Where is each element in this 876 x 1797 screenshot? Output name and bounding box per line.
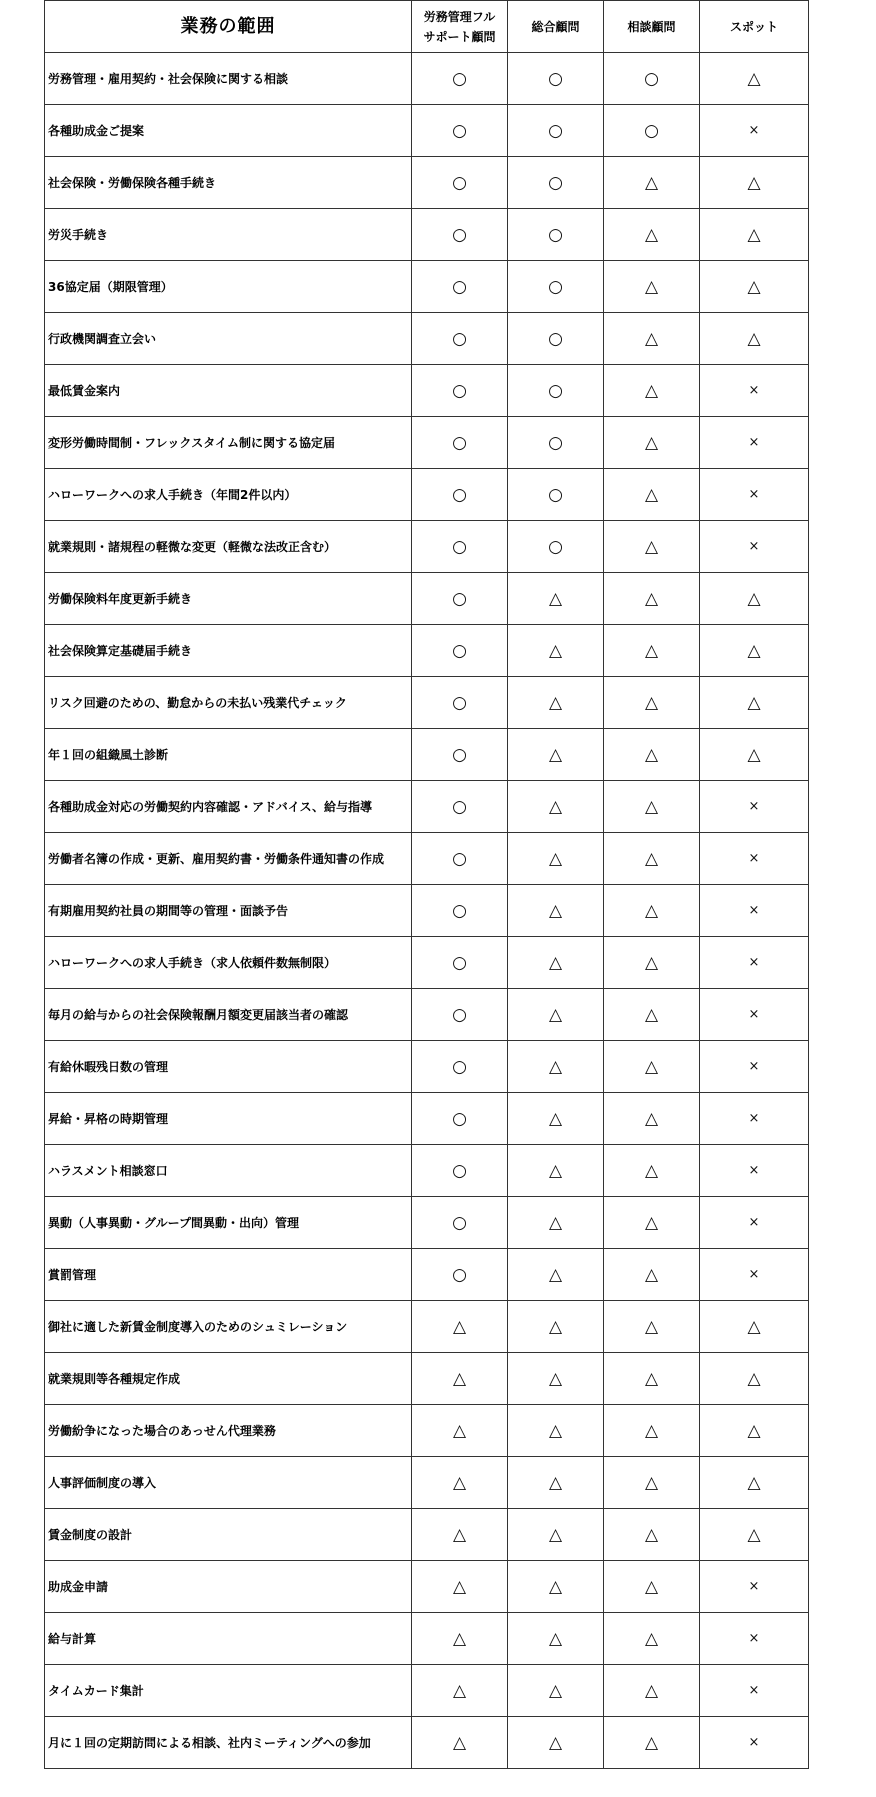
- mark-cell-spot: △: [700, 677, 809, 729]
- mark-cell-full-support: △: [412, 1613, 508, 1665]
- task-cell: 有給休暇残日数の管理: [45, 1041, 412, 1093]
- mark-cell-full-support: △: [412, 1509, 508, 1561]
- mark-cell-consultation: △: [604, 1197, 700, 1249]
- mark-cell-spot: ×: [700, 1145, 809, 1197]
- mark-cell-full-support: ○: [412, 885, 508, 937]
- mark-cell-general: △: [508, 1405, 604, 1457]
- table-row: [45, 885, 809, 937]
- mark-cell-spot: △: [700, 209, 809, 261]
- task-cell: 御社に適した新賃金制度導入のためのシュミレーション: [45, 1301, 412, 1353]
- table-row: [45, 1041, 809, 1093]
- mark-cell-spot: △: [700, 573, 809, 625]
- task-cell: 給与計算: [45, 1613, 412, 1665]
- task-cell: 賞罰管理: [45, 1249, 412, 1301]
- mark-cell-consultation: △: [604, 1301, 700, 1353]
- table-row: [45, 1301, 809, 1353]
- table-row: [45, 1665, 809, 1717]
- mark-cell-spot: △: [700, 1405, 809, 1457]
- table-row: [45, 1405, 809, 1457]
- task-cell: 労働保険料年度更新手続き: [45, 573, 412, 625]
- task-cell: 各種助成金対応の労働契約内容確認・アドバイス、給与指導: [45, 781, 412, 833]
- mark-cell-consultation: △: [604, 677, 700, 729]
- mark-cell-full-support: ○: [412, 521, 508, 573]
- mark-cell-full-support: △: [412, 1665, 508, 1717]
- mark-cell-spot: ×: [700, 885, 809, 937]
- mark-cell-general: △: [508, 1301, 604, 1353]
- mark-cell-full-support: ○: [412, 1093, 508, 1145]
- mark-cell-general: △: [508, 1093, 604, 1145]
- table-header: [45, 1, 809, 53]
- mark-cell-spot: △: [700, 1301, 809, 1353]
- mark-cell-consultation: △: [604, 729, 700, 781]
- task-cell: 社会保険算定基礎届手続き: [45, 625, 412, 677]
- mark-cell-consultation: △: [604, 313, 700, 365]
- task-cell: 労災手続き: [45, 209, 412, 261]
- mark-cell-spot: ×: [700, 1041, 809, 1093]
- task-cell: 年１回の組織風土診断: [45, 729, 412, 781]
- mark-cell-spot: ×: [700, 1093, 809, 1145]
- table-row: [45, 105, 809, 157]
- mark-cell-spot: ×: [700, 833, 809, 885]
- mark-cell-spot: ×: [700, 1249, 809, 1301]
- mark-cell-consultation: ○: [604, 105, 700, 157]
- mark-cell-general: △: [508, 1145, 604, 1197]
- task-cell: 36協定届（期限管理）: [45, 261, 412, 313]
- mark-cell-general: ○: [508, 157, 604, 209]
- mark-cell-consultation: △: [604, 1613, 700, 1665]
- mark-cell-general: △: [508, 1041, 604, 1093]
- table-row: [45, 729, 809, 781]
- mark-cell-spot: △: [700, 261, 809, 313]
- mark-cell-full-support: ○: [412, 989, 508, 1041]
- mark-cell-full-support: ○: [412, 677, 508, 729]
- table-row: [45, 1613, 809, 1665]
- table-body: [45, 53, 809, 1769]
- mark-cell-consultation: △: [604, 417, 700, 469]
- mark-cell-general: △: [508, 1353, 604, 1405]
- mark-cell-full-support: △: [412, 1717, 508, 1769]
- mark-cell-spot: ×: [700, 1717, 809, 1769]
- mark-cell-general: ○: [508, 313, 604, 365]
- table-row: [45, 573, 809, 625]
- mark-cell-full-support: ○: [412, 729, 508, 781]
- mark-cell-full-support: ○: [412, 157, 508, 209]
- mark-cell-general: △: [508, 1197, 604, 1249]
- mark-cell-general: △: [508, 1613, 604, 1665]
- table-row: [45, 1145, 809, 1197]
- table-row: [45, 625, 809, 677]
- mark-cell-full-support: ○: [412, 209, 508, 261]
- mark-cell-spot: △: [700, 1509, 809, 1561]
- mark-cell-full-support: ○: [412, 1145, 508, 1197]
- mark-cell-spot: △: [700, 625, 809, 677]
- mark-cell-full-support: ○: [412, 937, 508, 989]
- task-cell: 労働者名簿の作成・更新、雇用契約書・労働条件通知書の作成: [45, 833, 412, 885]
- mark-cell-spot: ×: [700, 1561, 809, 1613]
- header-plan-full-support: [412, 1, 508, 53]
- mark-cell-full-support: △: [412, 1353, 508, 1405]
- table-row: [45, 937, 809, 989]
- mark-cell-general: △: [508, 573, 604, 625]
- mark-cell-consultation: △: [604, 157, 700, 209]
- table-row: [45, 1093, 809, 1145]
- mark-cell-full-support: ○: [412, 53, 508, 105]
- table-row: [45, 1509, 809, 1561]
- mark-cell-general: △: [508, 1457, 604, 1509]
- mark-cell-full-support: ○: [412, 1041, 508, 1093]
- mark-cell-consultation: △: [604, 989, 700, 1041]
- mark-cell-general: ○: [508, 105, 604, 157]
- table-row: [45, 261, 809, 313]
- mark-cell-spot: △: [700, 313, 809, 365]
- mark-cell-spot: ×: [700, 781, 809, 833]
- mark-cell-general: △: [508, 833, 604, 885]
- task-cell: 労働紛争になった場合のあっせん代理業務: [45, 1405, 412, 1457]
- mark-cell-spot: ×: [700, 1613, 809, 1665]
- mark-cell-spot: △: [700, 1353, 809, 1405]
- mark-cell-general: △: [508, 1717, 604, 1769]
- mark-cell-general: △: [508, 677, 604, 729]
- header-row: [45, 1, 809, 53]
- mark-cell-general: ○: [508, 261, 604, 313]
- mark-cell-general: △: [508, 781, 604, 833]
- table-row: [45, 1717, 809, 1769]
- table-row: [45, 417, 809, 469]
- table-row: [45, 677, 809, 729]
- task-cell: 賃金制度の設計: [45, 1509, 412, 1561]
- mark-cell-consultation: △: [604, 261, 700, 313]
- mark-cell-consultation: △: [604, 625, 700, 677]
- mark-cell-spot: △: [700, 729, 809, 781]
- header-task-scope: 業務の範囲: [45, 1, 412, 53]
- mark-cell-spot: △: [700, 1457, 809, 1509]
- mark-cell-general: ○: [508, 521, 604, 573]
- mark-cell-general: ○: [508, 53, 604, 105]
- mark-cell-general: △: [508, 1561, 604, 1613]
- task-cell: 異動（人事異動・グループ間異動・出向）管理: [45, 1197, 412, 1249]
- table-row: [45, 53, 809, 105]
- task-cell: リスク回避のための、勤怠からの未払い残業代チェック: [45, 677, 412, 729]
- table-row: [45, 1457, 809, 1509]
- mark-cell-spot: ×: [700, 521, 809, 573]
- task-cell: ハローワークへの求人手続き（年間2件以内）: [45, 469, 412, 521]
- mark-cell-full-support: △: [412, 1301, 508, 1353]
- mark-cell-consultation: △: [604, 1145, 700, 1197]
- mark-cell-consultation: △: [604, 885, 700, 937]
- mark-cell-consultation: △: [604, 1457, 700, 1509]
- table-row: [45, 365, 809, 417]
- task-cell: 行政機関調査立会い: [45, 313, 412, 365]
- task-cell: ハローワークへの求人手続き（求人依頼件数無制限）: [45, 937, 412, 989]
- mark-cell-general: △: [508, 625, 604, 677]
- mark-cell-spot: △: [700, 53, 809, 105]
- table-row: [45, 469, 809, 521]
- task-cell: ハラスメント相談窓口: [45, 1145, 412, 1197]
- mark-cell-consultation: △: [604, 1249, 700, 1301]
- task-cell: 労務管理・雇用契約・社会保険に関する相談: [45, 53, 412, 105]
- mark-cell-full-support: ○: [412, 1197, 508, 1249]
- service-scope-table: [44, 0, 809, 1769]
- mark-cell-consultation: △: [604, 1041, 700, 1093]
- mark-cell-spot: ×: [700, 937, 809, 989]
- header-plan-full-support-line-2: サポート顧問: [423, 29, 496, 44]
- mark-cell-spot: ×: [700, 1665, 809, 1717]
- mark-cell-full-support: △: [412, 1457, 508, 1509]
- mark-cell-general: ○: [508, 417, 604, 469]
- task-cell: 就業規則等各種規定作成: [45, 1353, 412, 1405]
- mark-cell-consultation: △: [604, 781, 700, 833]
- mark-cell-consultation: △: [604, 1717, 700, 1769]
- table-row: [45, 989, 809, 1041]
- table-row: [45, 1561, 809, 1613]
- mark-cell-full-support: ○: [412, 261, 508, 313]
- header-plan-general: 総合顧問: [508, 1, 604, 53]
- mark-cell-spot: ×: [700, 1197, 809, 1249]
- mark-cell-full-support: ○: [412, 781, 508, 833]
- mark-cell-spot: ×: [700, 365, 809, 417]
- mark-cell-consultation: △: [604, 1509, 700, 1561]
- task-cell: 最低賃金案内: [45, 365, 412, 417]
- mark-cell-full-support: ○: [412, 573, 508, 625]
- task-cell: 助成金申請: [45, 1561, 412, 1613]
- task-cell: 毎月の給与からの社会保険報酬月額変更届該当者の確認: [45, 989, 412, 1041]
- mark-cell-general: ○: [508, 365, 604, 417]
- mark-cell-consultation: △: [604, 937, 700, 989]
- mark-cell-consultation: △: [604, 573, 700, 625]
- mark-cell-consultation: △: [604, 1665, 700, 1717]
- mark-cell-full-support: ○: [412, 365, 508, 417]
- header-plan-full-support-line-1: 労務管理フル: [423, 9, 496, 24]
- mark-cell-consultation: △: [604, 365, 700, 417]
- header-plan-consultation: 相談顧問: [604, 1, 700, 53]
- mark-cell-general: △: [508, 1249, 604, 1301]
- mark-cell-general: △: [508, 989, 604, 1041]
- mark-cell-consultation: △: [604, 1093, 700, 1145]
- mark-cell-spot: ×: [700, 105, 809, 157]
- mark-cell-spot: △: [700, 157, 809, 209]
- table-row: [45, 313, 809, 365]
- mark-cell-spot: ×: [700, 469, 809, 521]
- mark-cell-consultation: ○: [604, 53, 700, 105]
- table-row: [45, 521, 809, 573]
- mark-cell-full-support: △: [412, 1561, 508, 1613]
- mark-cell-consultation: △: [604, 1405, 700, 1457]
- mark-cell-spot: ×: [700, 417, 809, 469]
- mark-cell-general: △: [508, 885, 604, 937]
- mark-cell-general: △: [508, 937, 604, 989]
- mark-cell-full-support: ○: [412, 105, 508, 157]
- header-plan-spot: スポット: [700, 1, 809, 53]
- mark-cell-full-support: ○: [412, 1249, 508, 1301]
- table-row: [45, 781, 809, 833]
- task-cell: 人事評価制度の導入: [45, 1457, 412, 1509]
- task-cell: 有期雇用契約社員の期間等の管理・面談予告: [45, 885, 412, 937]
- mark-cell-consultation: △: [604, 469, 700, 521]
- mark-cell-general: ○: [508, 469, 604, 521]
- task-cell: 各種助成金ご提案: [45, 105, 412, 157]
- mark-cell-consultation: △: [604, 521, 700, 573]
- mark-cell-general: △: [508, 1665, 604, 1717]
- mark-cell-general: ○: [508, 209, 604, 261]
- mark-cell-full-support: ○: [412, 625, 508, 677]
- mark-cell-consultation: △: [604, 209, 700, 261]
- table-row: [45, 833, 809, 885]
- mark-cell-spot: ×: [700, 989, 809, 1041]
- mark-cell-consultation: △: [604, 833, 700, 885]
- mark-cell-full-support: ○: [412, 833, 508, 885]
- mark-cell-general: △: [508, 1509, 604, 1561]
- task-cell: 変形労働時間制・フレックスタイム制に関する協定届: [45, 417, 412, 469]
- table-row: [45, 209, 809, 261]
- mark-cell-full-support: ○: [412, 469, 508, 521]
- task-cell: 月に１回の定期訪問による相談、社内ミーティングへの参加: [45, 1717, 412, 1769]
- table-row: [45, 1353, 809, 1405]
- mark-cell-full-support: ○: [412, 313, 508, 365]
- task-cell: 昇給・昇格の時期管理: [45, 1093, 412, 1145]
- table-row: [45, 157, 809, 209]
- table-row: [45, 1197, 809, 1249]
- table-row: [45, 1249, 809, 1301]
- mark-cell-consultation: △: [604, 1353, 700, 1405]
- mark-cell-full-support: △: [412, 1405, 508, 1457]
- task-cell: 社会保険・労働保険各種手続き: [45, 157, 412, 209]
- task-cell: 就業規則・諸規程の軽微な変更（軽微な法改正含む）: [45, 521, 412, 573]
- mark-cell-full-support: ○: [412, 417, 508, 469]
- mark-cell-consultation: △: [604, 1561, 700, 1613]
- mark-cell-general: △: [508, 729, 604, 781]
- task-cell: タイムカード集計: [45, 1665, 412, 1717]
